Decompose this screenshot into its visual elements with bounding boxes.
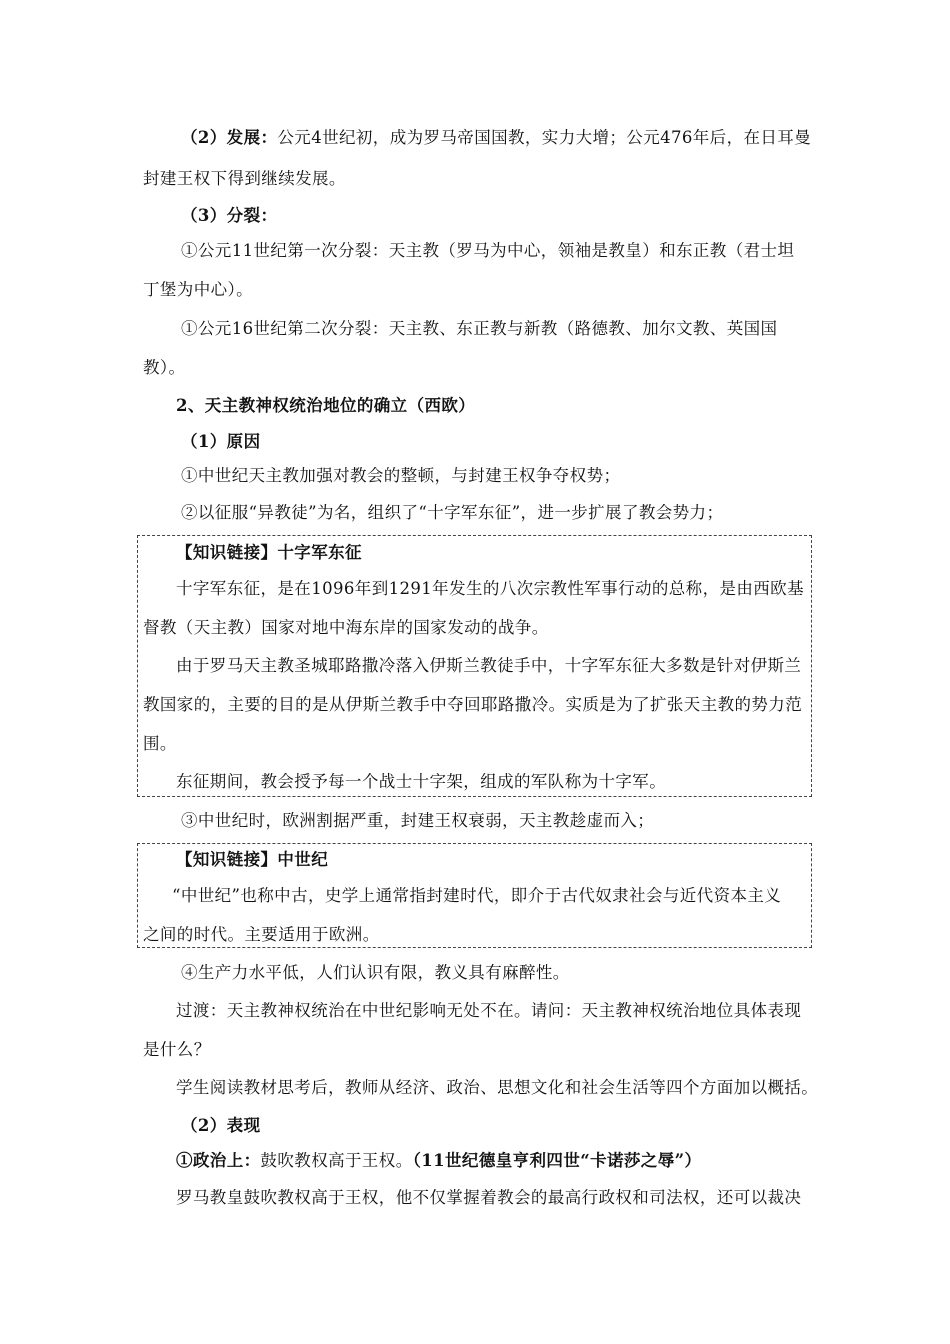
politics-label: ①政治上： bbox=[176, 1151, 261, 1170]
box-line: 东征期间，教会授予每一个战士十字架，组成的军队称为十字军。 bbox=[176, 772, 667, 791]
development-line bbox=[181, 127, 811, 149]
politics-line bbox=[176, 1150, 701, 1172]
section-heading: 2、天主教神权统治地位的确立（西欧） bbox=[176, 396, 476, 415]
paragraph-line: 封建王权下得到继续发展。 bbox=[143, 169, 346, 188]
paragraph-line: 教）。 bbox=[143, 358, 186, 377]
box-title: 【知识链接】十字军东征 bbox=[176, 543, 362, 562]
subsection-heading: （2）表现 bbox=[181, 1116, 261, 1135]
development-text: 公元4世纪初，成为罗马帝国国教，实力大增；公元476年后，在日耳曼 bbox=[277, 128, 812, 147]
paragraph-line: 学生阅读教材思考后，教师从经济、政治、思想文化和社会生活等四个方面加以概括。 bbox=[176, 1078, 819, 1097]
paragraph-line: ①中世纪天主教加强对教会的整顿，与封建王权争夺权势； bbox=[181, 466, 621, 485]
box-line: 之间的时代。主要适用于欧洲。 bbox=[143, 925, 380, 944]
box-line: “中世纪”也称中古，史学上通常指封建时代，即介于古代奴隶社会与近代资本主义 bbox=[172, 886, 782, 905]
paragraph-line: ②以征服“异教徒”为名，组织了“十字军东征”，进一步扩展了教会势力； bbox=[181, 503, 724, 522]
paragraph-line: ④生产力水平低，人们认识有限，教义具有麻醉性。 bbox=[181, 963, 570, 982]
paragraph-line: ①公元11世纪第一次分裂：天主教（罗马为中心，领袖是教皇）和东正教（君士坦 bbox=[181, 241, 795, 260]
development-label: （2）发展： bbox=[181, 128, 278, 147]
politics-text: 鼓吹教权高于王权。 bbox=[260, 1151, 413, 1170]
paragraph-line: ③中世纪时，欧洲割据严重，封建王权衰弱，天主教趁虚而入； bbox=[181, 811, 655, 830]
paragraph-line: 丁堡为中心）。 bbox=[143, 280, 254, 299]
split-label: （3）分裂： bbox=[181, 206, 278, 225]
paragraph-line: 罗马教皇鼓吹教权高于王权，他不仅掌握着教会的最高行政权和司法权，还可以裁决 bbox=[176, 1188, 802, 1207]
box-line: 十字军东征，是在1096年到1291年发生的八次宗教性军事行动的总称，是由西欧基 bbox=[176, 579, 804, 598]
box-line: 由于罗马天主教圣城耶路撒冷落入伊斯兰教徒手中，十字军东征大多数是针对伊斯兰 bbox=[176, 656, 802, 675]
paragraph-line: 是什么？ bbox=[143, 1040, 211, 1059]
box-line: 教国家的，主要的目的是从伊斯兰教手中夺回耶路撒冷。实质是为了扩张天主教的势力范 bbox=[143, 695, 803, 714]
paragraph-line: ①公元16世纪第二次分裂：天主教、东正教与新教（路德教、加尔文教、英国国 bbox=[181, 319, 778, 338]
box-line: 督教（天主教）国家对地中海东岸的国家发动的战争。 bbox=[143, 618, 549, 637]
subsection-heading: （1）原因 bbox=[181, 432, 261, 451]
box-title: 【知识链接】中世纪 bbox=[176, 850, 329, 869]
politics-note: （11世纪德皇亨利四世“卡诺莎之辱”） bbox=[412, 1151, 702, 1170]
box-line: 围。 bbox=[143, 734, 177, 753]
paragraph-line: 过渡：天主教神权统治在中世纪影响无处不在。请问：天主教神权统治地位具体表现 bbox=[176, 1001, 802, 1020]
